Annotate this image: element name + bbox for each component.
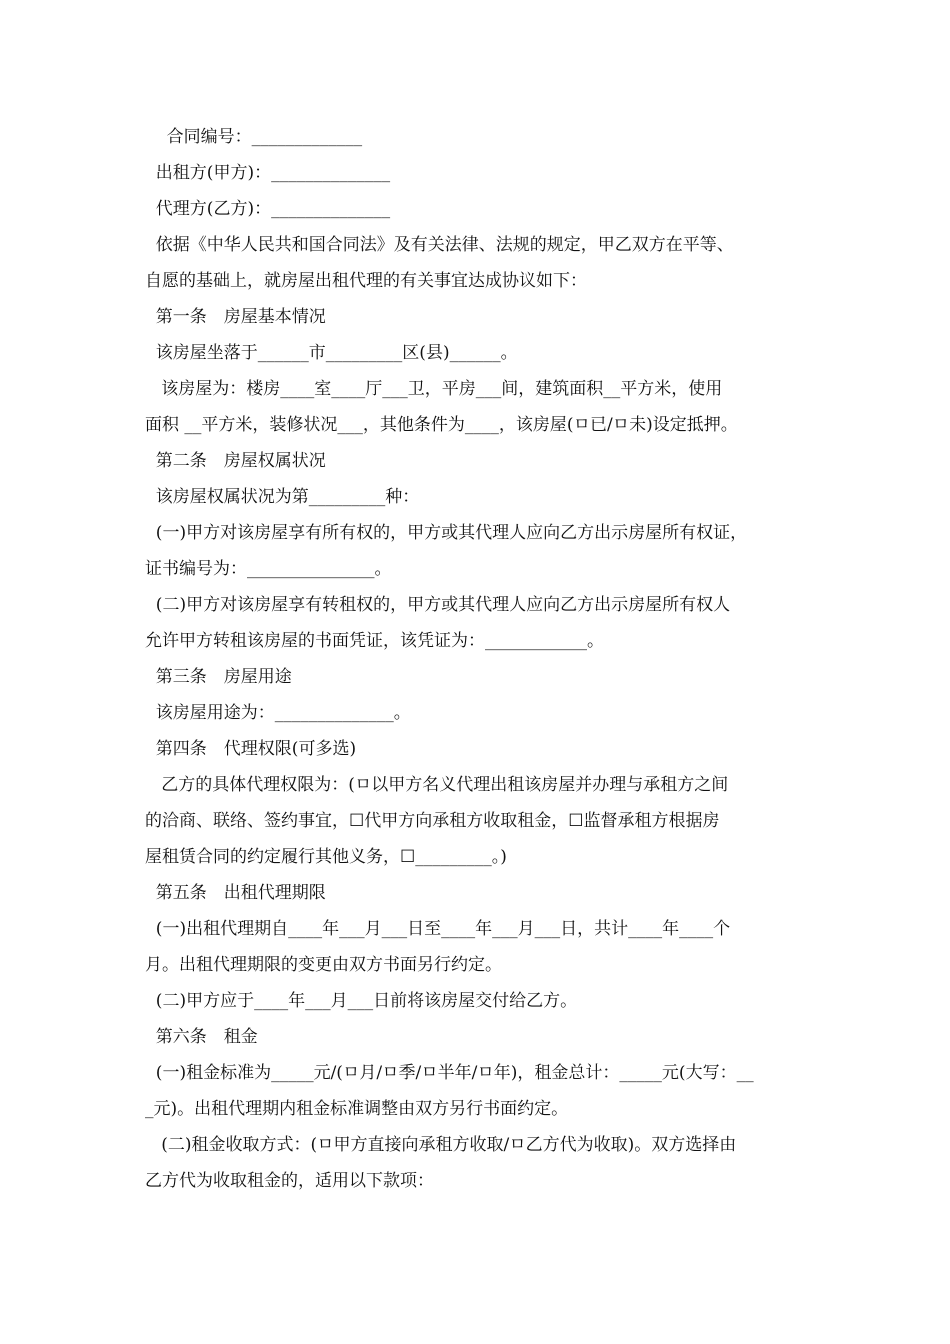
article-4-heading: 第四条 代理权限(可多选) — [145, 739, 357, 759]
article-2-type: 该房屋权属状况为第_________种： — [145, 487, 420, 507]
article-5-item-1-line-1: (一)出租代理期自____年___月___日至____年___月___日，共计____年____个 — [145, 919, 731, 939]
article-2-item-1-line-1: (一)甲方对该房屋享有所有权的，甲方或其代理人应向乙方出示房屋所有权证， — [145, 523, 748, 543]
article-2-item-2-line-2: 允许甲方转租该房屋的书面凭证，该凭证为：____________。 — [145, 631, 604, 651]
preamble-line-1: 依据《中华人民共和国合同法》及有关法律、法规的规定，甲乙双方在平等、 — [145, 235, 734, 255]
article-4-scope-1: 乙方的具体代理权限为：(ㅁ以甲方名义代理出租该房屋并办理与承租方之间 — [145, 775, 729, 795]
article-4-scope-3: 屋租赁合同的约定履行其他义务，☐_________。) — [145, 847, 507, 867]
agent-line: 代理方(乙方)：______________ — [145, 199, 391, 219]
article-3-use: 该房屋用途为：______________。 — [145, 703, 411, 723]
article-1-heading: 第一条 房屋基本情况 — [145, 307, 326, 327]
article-1-details-2: 面积 __平方米，装修状况___，其他条件为____，该房屋(ㅁ已/ㅁ未)设定抵押。 — [145, 415, 738, 435]
article-5-heading: 第五条 出租代理期限 — [145, 883, 326, 903]
article-6-heading: 第六条 租金 — [145, 1027, 258, 1047]
article-4-scope-2: 的洽商、联络、签约事宜，☐代甲方向承租方收取租金，☐监督承租方根据房 — [145, 811, 720, 831]
article-6-item-2-line-2: 乙方代为收取租金的，适用以下款项： — [145, 1171, 434, 1191]
article-6-item-1-line-1: (一)租金标准为_____元/(ㅁ月/ㅁ季/ㅁ半年/ㅁ年)，租金总计：_____元(大写：__ — [145, 1063, 754, 1083]
article-6-item-2-line-1: (二)租金收取方式：(ㅁ甲方直接向承租方收取/ㅁ乙方代为收取)。双方选择由 — [145, 1135, 737, 1155]
lessor-line: 出租方(甲方)：______________ — [145, 163, 391, 183]
article-1-location: 该房屋坐落于______市_________区(县)______。 — [145, 343, 518, 363]
preamble-line-2: 自愿的基础上，就房屋出租代理的有关事宜达成协议如下： — [145, 271, 587, 291]
article-2-item-2-line-1: (二)甲方对该房屋享有转租权的，甲方或其代理人应向乙方出示房屋所有权人 — [145, 595, 731, 615]
article-5-item-2: (二)甲方应于____年___月___日前将该房屋交付给乙方。 — [145, 991, 578, 1011]
article-6-item-1-line-2: _元)。出租代理期内租金标准调整由双方另行书面约定。 — [145, 1099, 569, 1119]
article-3-heading: 第三条 房屋用途 — [145, 667, 292, 687]
article-2-item-1-line-2: 证书编号为：_______________。 — [145, 559, 392, 579]
contract-number-line: 合同编号：_____________ — [145, 127, 363, 147]
article-1-details-1: 该房屋为：楼房____室____厅___卫，平房___间，建筑面积__平方米，使用 — [145, 379, 723, 399]
article-5-item-1-line-2: 月。出租代理期限的变更由双方书面另行约定。 — [145, 955, 502, 975]
article-2-heading: 第二条 房屋权属状况 — [145, 451, 326, 471]
